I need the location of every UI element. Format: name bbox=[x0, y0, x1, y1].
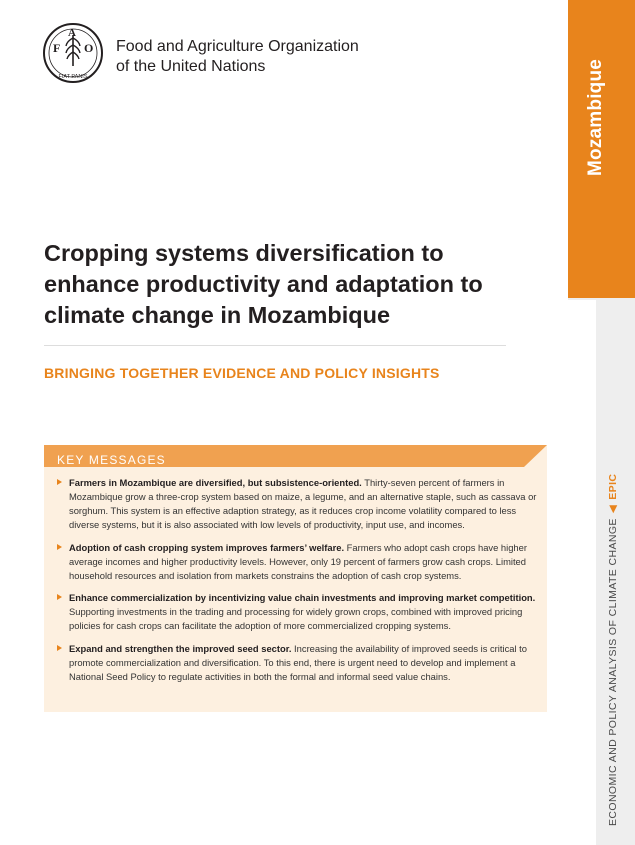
key-messages-box bbox=[44, 445, 547, 712]
key-message-lead: Adoption of cash cropping system improves farmers’ welfare. bbox=[69, 541, 345, 553]
logo-letter-a: A bbox=[68, 27, 76, 39]
key-message-text: Farmers who adopt cash crops have higher average incomes and higher productivity levels. However, only 19 percent of farmers grow cash crops. Limited household resources and isolation from markets constrains the adoption of cash crop systems. bbox=[69, 541, 527, 581]
key-message-text: Thirty-seven percent of farmers in Mozambique grow a three-crop system based on maize, a legume, and an alternative staple, such as cassava or sorghum. This system is an effective adaption strategy, as it reduces crop income volatility compared to less diverse systems, but it is also associated with low levels of productivity, input use, and incomes. bbox=[69, 477, 537, 530]
key-message-lead: Expand and strengthen the improved seed sector. bbox=[69, 642, 292, 654]
bullet-arrow-icon bbox=[57, 479, 62, 485]
key-message-item bbox=[57, 642, 537, 684]
key-messages-header-corner bbox=[524, 445, 547, 467]
organization-name-line2: of the United Nations bbox=[116, 58, 266, 75]
document-subtitle: BRINGING TOGETHER EVIDENCE AND POLICY INSIGHTS bbox=[44, 365, 440, 381]
organization-name bbox=[116, 37, 359, 77]
series-code: EPIC bbox=[607, 473, 619, 500]
key-message-item bbox=[57, 541, 537, 583]
bullet-arrow-icon bbox=[57, 645, 62, 651]
bullet-arrow-icon bbox=[57, 594, 62, 600]
key-message-text: Supporting investments in the trading and processing for widely grown crops, combined with improved pricing policies for cash crops can facilitate the adoption of more commercialized cropping systems. bbox=[69, 606, 523, 631]
logo-motto: FIAT PANIS bbox=[58, 74, 88, 80]
key-message-text: Increasing the availability of improved seeds is critical to promote commercialization and diversification. To this end, there is urgent need to develop and implement a National Seed Policy to regulate activities in both the formal and informal seed value chains. bbox=[69, 642, 527, 682]
key-message-item bbox=[57, 476, 537, 532]
key-messages-list bbox=[57, 476, 537, 692]
organization-name-line1: Food and Agriculture Organization bbox=[116, 38, 359, 55]
sidebar-country: Mozambique bbox=[585, 58, 606, 176]
sidebar-series bbox=[607, 474, 619, 826]
bullet-arrow-icon bbox=[57, 544, 62, 550]
title-divider bbox=[44, 345, 506, 346]
key-messages-heading: KEY MESSAGES bbox=[57, 453, 166, 467]
sidebar-orange-notch bbox=[568, 240, 635, 298]
key-message-lead: Enhance commercialization by incentivizing value chain investments and improving market competition. bbox=[69, 592, 536, 603]
key-message-item bbox=[57, 591, 537, 633]
document-title: Cropping systems diversification to enhance productivity and adaptation to climate change in Mozambique bbox=[44, 240, 483, 328]
fao-logo bbox=[42, 22, 104, 84]
key-message-lead: Farmers in Mozambique are diversified, but subsistence-oriented. bbox=[69, 477, 362, 488]
series-name: ECONOMIC AND POLICY ANALYSIS OF CLIMATE CHANGE bbox=[607, 518, 619, 826]
logo-letter-f: F bbox=[53, 41, 61, 55]
logo-letter-o: O bbox=[84, 41, 94, 55]
series-arrow-icon: ◀ bbox=[607, 504, 619, 514]
